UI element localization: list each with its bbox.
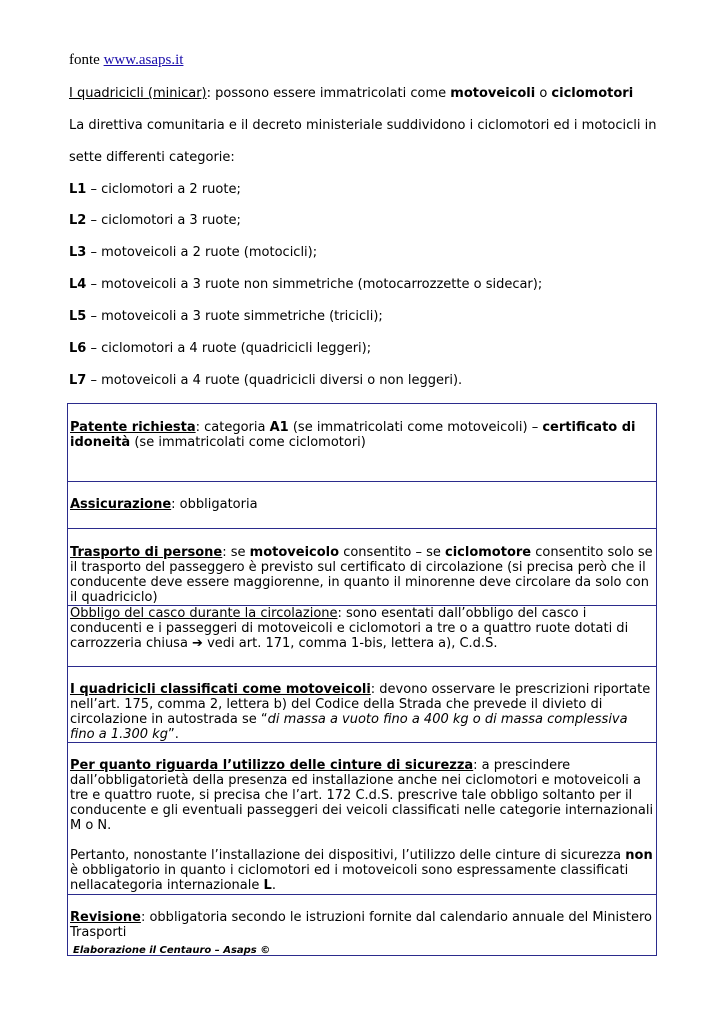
category-code: L7 <box>69 373 87 388</box>
source-label: fonte <box>69 52 100 68</box>
table-row <box>68 404 657 482</box>
assicurazione-title: Assicurazione <box>70 497 172 512</box>
footer-credit: Elaborazione il Centauro – Asaps © <box>73 945 271 956</box>
directive-line-2: sette differenti categorie: <box>69 150 235 165</box>
category-desc: – motoveicoli a 2 ruote (motocicli); <box>86 245 318 260</box>
category-code: L1 <box>69 182 87 197</box>
category-item <box>69 245 317 260</box>
category-code: L4 <box>69 277 87 292</box>
intro-ciclomotori: ciclomotori <box>551 86 634 101</box>
intro-motoveicoli: motoveicoli <box>450 86 536 101</box>
table-row <box>68 667 657 743</box>
category-item <box>69 213 241 228</box>
table-row <box>68 606 657 667</box>
category-code: L5 <box>69 309 87 324</box>
category-item <box>69 373 462 388</box>
category-code: L2 <box>69 213 87 228</box>
cinture-category-l: L <box>263 878 272 893</box>
table-row <box>68 529 657 606</box>
category-desc: – motoveicoli a 3 ruote simmetriche (tricicli); <box>86 309 383 324</box>
casco-text: : sono esentati dall’obbligo del casco i conducenti e i passeggeri di motoveicoli e ciclomotori a tre o a quattro ruote dotati di carrozzeria chiusa <box>70 606 629 651</box>
assicurazione-cell <box>68 482 657 529</box>
trasporto-ciclomotore: ciclomotore <box>445 545 532 560</box>
cinture-paragraph-2 <box>70 848 654 893</box>
casco-title: Obbligo del casco durante la circolazione <box>70 606 338 621</box>
casco-cell <box>68 606 657 667</box>
revisione-text: : obbligatoria secondo le istruzioni fornite dal calendario annuale del Ministero Trasporti <box>70 910 652 940</box>
patente-title: Patente richiesta <box>70 420 196 435</box>
cinture-text-2: Pertanto, nonostante l’installazione dei dispositivi, l’utilizzo delle cinture di sicurezza <box>70 848 626 863</box>
category-item <box>69 182 241 197</box>
source-line <box>69 52 183 69</box>
motoveicoli-cell <box>68 667 657 743</box>
cinture-title: Per quanto riguarda l’utilizzo delle cinture di sicurezza <box>70 758 474 773</box>
directive-line-1: La direttiva comunitaria e il decreto ministeriale suddividono i ciclomotori ed i motocicli in <box>69 118 657 133</box>
cinture-paragraph-1 <box>70 758 654 833</box>
trasporto-cell <box>68 529 657 606</box>
source-link[interactable]: www.asaps.it <box>103 52 184 68</box>
trasporto-motoveicolo: motoveicolo <box>249 545 340 560</box>
motoveicoli-text-2: ”. <box>167 727 179 742</box>
motoveicoli-quote: di massa a vuoto fino a 400 kg o di massa complessiva fino a 1.300 kg <box>70 712 628 742</box>
table-row <box>68 743 657 895</box>
category-item <box>69 309 383 324</box>
category-item <box>69 341 371 356</box>
patente-category: A1 <box>269 420 289 435</box>
trasporto-text: : se <box>222 545 250 560</box>
motoveicoli-text: : devono osservare le prescrizioni riportate nell’art. 175, comma 2, lettera b) del Codice della Strada che prevede il divieto di circolazione in autostrada se “ <box>70 682 651 727</box>
intro-text: : possono essere immatricolati come <box>206 86 451 101</box>
cinture-text-3: è obbligatorio in quanto i ciclomotori ed i motoveicoli sono espressamente classificati nellacategoria internazionale <box>70 863 629 893</box>
table-row <box>68 482 657 529</box>
category-desc: – motoveicoli a 3 ruote non simmetriche (motocarrozzette o sidecar); <box>86 277 543 292</box>
patente-text: : categoria <box>195 420 270 435</box>
revisione-title: Revisione <box>70 910 141 925</box>
patente-text-3: (se immatricolati come ciclomotori) <box>130 435 366 450</box>
info-table <box>67 403 657 956</box>
patente-certificate: certificato di idoneità <box>70 420 636 450</box>
category-code: L6 <box>69 341 87 356</box>
category-code: L3 <box>69 245 87 260</box>
category-item <box>69 277 542 292</box>
intro-line <box>69 86 633 101</box>
casco-reference: vedi art. 171, comma 1-bis, lettera a), C.d.S. <box>207 636 498 651</box>
cinture-text-4: . <box>271 878 276 893</box>
cinture-cell <box>68 743 657 895</box>
patente-cell <box>68 404 657 482</box>
cinture-non: non <box>625 848 653 863</box>
category-desc: – ciclomotori a 4 ruote (quadricicli leggeri); <box>86 341 372 356</box>
intro-or: o <box>535 86 552 101</box>
arrow-icon: ➔ <box>187 636 208 651</box>
motoveicoli-title: I quadricicli classificati come motoveicoli <box>70 682 371 697</box>
assicurazione-text: : obbligatoria <box>171 497 258 512</box>
category-desc: – ciclomotori a 3 ruote; <box>86 213 241 228</box>
category-desc: – ciclomotori a 2 ruote; <box>86 182 241 197</box>
intro-topic: I quadricicli (minicar) <box>69 86 207 101</box>
trasporto-title: Trasporto di persone <box>70 545 223 560</box>
category-desc: – motoveicoli a 4 ruote (quadricicli diversi o non leggeri). <box>86 373 463 388</box>
trasporto-text-3: consentito solo se il trasporto del passeggero è previsto sul certificato di circolazione (si precisa però che il conducente deve essere maggiorenne, in quanto il minorenne deve circolare da solo con il quadriciclo) <box>70 545 653 605</box>
cinture-text: : a prescindere dall’obbligatorietà della presenza ed installazione anche nei ciclomotori e motoveicoli a tre e quattro ruote, si precisa che l’art. 172 C.d.S. prescrive tale obbligo soltanto per il conducente e gli eventuali passeggeri dei veicoli classificati nelle categorie internazionali M o N. <box>70 758 654 833</box>
patente-text-2: (se immatricolati come motoveicoli) – <box>288 420 543 435</box>
trasporto-text-2: consentito – se <box>339 545 445 560</box>
